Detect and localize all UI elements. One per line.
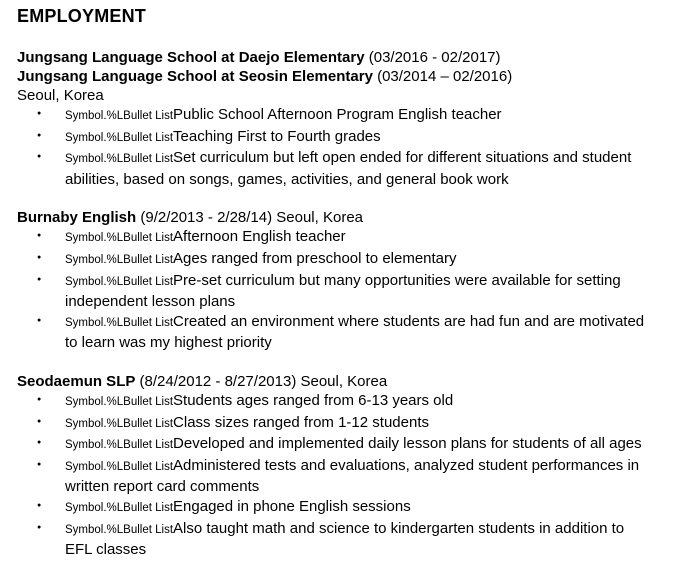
list-item (17, 105, 647, 127)
job-header (17, 372, 677, 391)
job-header (17, 48, 677, 67)
job-entry (17, 372, 677, 560)
bullet-prefix: Symbol.%LBullet List (65, 439, 174, 452)
bullet-text: Also taught math and science to kindergarten students in addition to EFL classes (65, 519, 625, 559)
job-header (17, 208, 677, 227)
bullet-icon (37, 413, 41, 434)
bullet-icon (37, 391, 41, 412)
bullet-icon (37, 456, 41, 477)
bullet-text: Public School Afternoon Program English teacher (173, 106, 502, 123)
list-item (17, 271, 647, 312)
job-details: (8/24/2012 - 8/27/2013) Seoul, Korea (135, 372, 388, 390)
job-details: (9/2/2013 - 2/28/14) Seoul, Korea (136, 209, 364, 227)
job-bullet-list (17, 227, 677, 353)
job-location: Seoul, Korea (17, 87, 104, 104)
bullet-icon (37, 249, 41, 270)
list-item (17, 519, 647, 560)
bullet-text: Created an environment where students are had fun and are motivated to learn was my highest priority (65, 312, 645, 352)
list-item (17, 249, 647, 271)
bullet-text: Engaged in phone English sessions (173, 497, 411, 515)
job-details: (03/2014 – 02/2016) (372, 68, 513, 85)
bullet-icon (37, 105, 41, 126)
list-item (17, 312, 647, 353)
bullet-prefix: Symbol.%LBullet List (65, 110, 174, 122)
bullet-prefix: Symbol.%LBullet List (65, 316, 174, 329)
resume-employment-section (17, 5, 677, 560)
bullet-text: Pre-set curriculum but many opportunities were available for setting independent lesson plans (65, 271, 621, 311)
bullet-icon (37, 497, 41, 518)
bullet-text: Class sizes ranged from 1-12 students (173, 413, 429, 431)
employer-name: Jungsang Language School at Seosin Elementary (17, 68, 373, 85)
list-item (17, 391, 647, 413)
job-header (17, 67, 677, 86)
list-item (17, 227, 647, 249)
bullet-text: Teaching First to Fourth grades (173, 127, 381, 145)
list-item (17, 456, 647, 497)
bullet-text: Administered tests and evaluations, analyzed student performances in written report card comments (65, 456, 640, 496)
bullet-icon (37, 434, 41, 455)
bullet-icon (37, 127, 41, 148)
bullet-prefix: Symbol.%LBullet List (65, 232, 174, 245)
bullet-prefix: Symbol.%LBullet List (65, 417, 174, 430)
section-title: EMPLOYMENT (17, 6, 147, 26)
bullet-prefix: Symbol.%LBullet List (65, 253, 174, 266)
bullet-text: Set curriculum but left open ended for different situations and student abilities, based on songs, games, activities, and general book work (65, 149, 632, 188)
job-details: (03/2016 - 02/2017) (364, 49, 501, 66)
employer-name: Jungsang Language School at Daejo Elementary (17, 49, 365, 66)
list-item (17, 434, 647, 456)
bullet-prefix: Symbol.%LBullet List (65, 523, 174, 536)
bullet-prefix: Symbol.%LBullet List (65, 153, 174, 166)
job-entry (17, 48, 677, 189)
bullet-text: Afternoon English teacher (173, 228, 346, 246)
bullet-text: Students ages ranged from 6-13 years old (173, 391, 454, 409)
list-item (17, 127, 647, 149)
job-bullet-list (17, 105, 677, 189)
bullet-prefix: Symbol.%LBullet List (65, 501, 174, 514)
list-item (17, 413, 647, 435)
bullet-icon (37, 271, 41, 292)
bullet-prefix: Symbol.%LBullet List (65, 395, 174, 408)
bullet-icon (37, 519, 41, 540)
employer-name: Seodaemun SLP (17, 372, 136, 390)
bullet-prefix: Symbol.%LBullet List (65, 460, 174, 473)
job-entry (17, 208, 677, 353)
employer-name: Burnaby English (17, 209, 137, 227)
bullet-prefix: Symbol.%LBullet List (65, 275, 174, 288)
list-item (17, 148, 647, 189)
bullet-prefix: Symbol.%LBullet List (65, 131, 174, 144)
list-item (17, 497, 647, 519)
bullet-icon (37, 312, 41, 333)
bullet-icon (37, 148, 41, 169)
bullet-icon (37, 227, 41, 248)
bullet-text: Developed and implemented daily lesson plans for students of all ages (173, 435, 642, 453)
bullet-text: Ages ranged from preschool to elementary (173, 249, 457, 267)
job-bullet-list (17, 391, 677, 560)
